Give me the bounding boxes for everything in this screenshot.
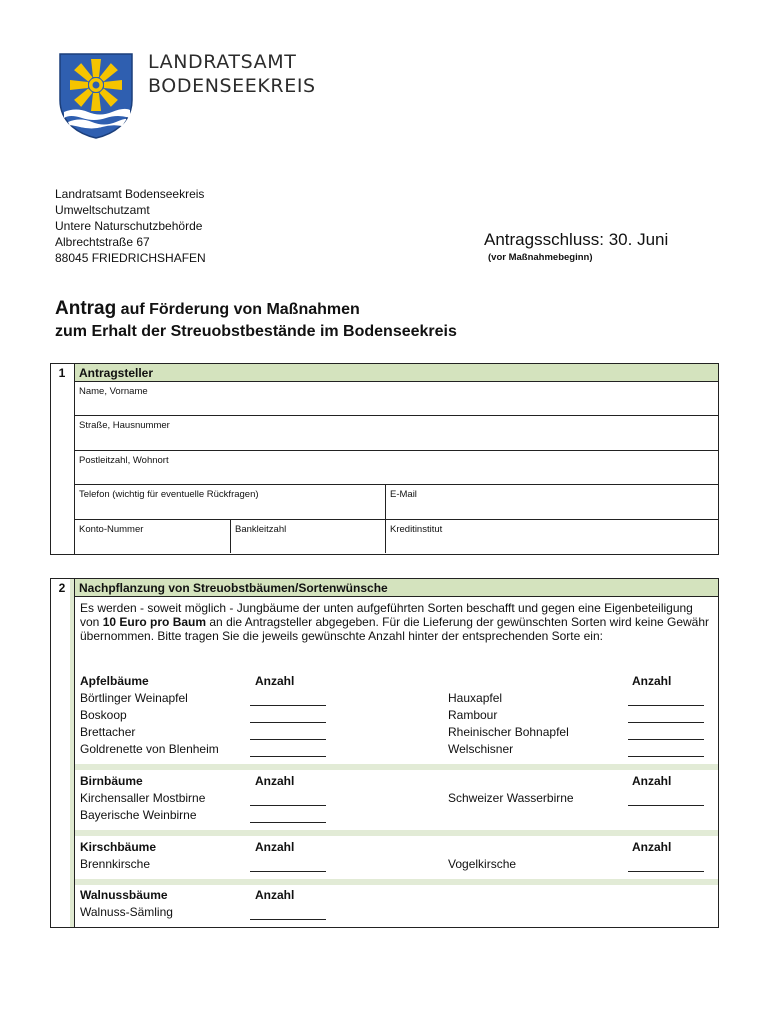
bank-institute-field[interactable] <box>385 520 718 553</box>
contact-row <box>75 485 718 520</box>
quantity-input[interactable] <box>250 722 326 723</box>
variety-label: Schweizer Wasserbirne <box>448 791 574 805</box>
group-separator <box>75 879 718 885</box>
field-label: Kreditinstitut <box>390 524 443 535</box>
quantity-header: Anzahl <box>632 774 672 788</box>
section-number: 2 <box>58 581 66 595</box>
quantity-header: Anzahl <box>255 774 295 788</box>
address-line: 88045 FRIEDRICHSHAFEN <box>55 251 206 265</box>
quantity-input[interactable] <box>628 805 704 806</box>
city-field[interactable] <box>75 451 718 485</box>
quantity-input[interactable] <box>250 919 326 920</box>
group-title-pear: Birnbäume <box>80 774 143 788</box>
org-name-line2: BODENSEEKREIS <box>148 75 316 97</box>
field-label: Name, Vorname <box>79 386 148 397</box>
section-heading: Antragsteller <box>75 364 718 382</box>
street-field[interactable] <box>75 416 718 451</box>
bank-row <box>75 520 718 553</box>
quantity-input[interactable] <box>250 705 326 706</box>
form-title-keyword: Antrag <box>55 298 117 319</box>
district-crest-logo <box>58 52 134 140</box>
phone-field[interactable] <box>75 485 385 519</box>
variety-label: Kirchensaller Mostbirne <box>80 791 206 805</box>
variety-label: Brettacher <box>80 725 136 739</box>
group-title-walnut: Walnussbäume <box>80 888 168 902</box>
quantity-input[interactable] <box>628 705 704 706</box>
quantity-input[interactable] <box>628 756 704 757</box>
variety-label: Vogelkirsche <box>448 857 517 871</box>
quantity-header: Anzahl <box>255 888 295 902</box>
deadline-note: (vor Maßnahmebeginn) <box>488 252 593 263</box>
quantity-input[interactable] <box>250 805 326 806</box>
field-label: Postleitzahl, Wohnort <box>79 455 169 466</box>
field-label: Konto-Nummer <box>79 524 144 535</box>
quantity-input[interactable] <box>250 756 326 757</box>
field-label: Telefon (wichtig für eventuelle Rückfragen) <box>79 489 259 500</box>
quantity-header: Anzahl <box>255 840 295 854</box>
quantity-input[interactable] <box>628 871 704 872</box>
variety-label: Bayerische Weinbirne <box>80 808 197 822</box>
address-line: Landratsamt Bodenseekreis <box>55 187 205 201</box>
section-number: 1 <box>58 366 66 380</box>
variety-label: Brennkirsche <box>80 857 151 871</box>
application-deadline: Antragsschluss: 30. Juni <box>484 230 669 249</box>
variety-label: Hauxapfel <box>448 691 503 705</box>
quantity-header: Anzahl <box>632 674 672 688</box>
section-intro-text <box>80 601 710 643</box>
variety-label: Walnuss-Sämling <box>80 905 173 919</box>
tree-request-section <box>50 578 719 928</box>
email-field[interactable] <box>385 485 718 519</box>
variety-label: Welschisner <box>448 742 514 756</box>
variety-label: Börtlinger Weinapfel <box>80 691 188 705</box>
section-number-column <box>51 364 75 554</box>
address-line: Untere Naturschutzbehörde <box>55 219 203 233</box>
variety-label: Rambour <box>448 708 498 722</box>
applicant-section <box>50 363 719 555</box>
address-line: Umweltschutzamt <box>55 203 150 217</box>
quantity-input[interactable] <box>250 739 326 740</box>
quantity-header: Anzahl <box>255 674 295 688</box>
intro-text: Es werden - soweit möglich - Jungbäume der unten aufgeführten Sorten beschafft und gegen eine Eigenbeteiligung von <box>80 601 693 629</box>
quantity-input[interactable] <box>628 739 704 740</box>
form-subtitle: zum Erhalt der Streuobstbestände im Bodenseekreis <box>55 323 457 340</box>
bank-code-field[interactable] <box>230 520 385 553</box>
group-separator <box>75 830 718 836</box>
account-number-field[interactable] <box>75 520 230 553</box>
group-separator <box>75 764 718 770</box>
quantity-input[interactable] <box>250 822 326 823</box>
org-name-line1: LANDRATSAMT <box>148 51 297 73</box>
name-field[interactable] <box>75 382 718 416</box>
group-title-cherry: Kirschbäume <box>80 840 157 854</box>
intro-price: 10 Euro pro Baum <box>102 615 207 629</box>
group-title-apple: Apfelbäume <box>80 674 149 688</box>
variety-label: Goldrenette von Blenheim <box>80 742 219 756</box>
field-label: Bankleitzahl <box>235 524 287 535</box>
section-number-column <box>51 579 75 927</box>
variety-label: Boskoop <box>80 708 127 722</box>
intro-text: an die Antragsteller abgegeben. Für die Lieferung der gewünschten Sorten wird keine Gewähr übernommen. Bitte tragen Sie die jeweils gewünschte Anzahl hinter der entsprechenden Sorte ein: <box>80 615 710 643</box>
form-title-rest: auf Förderung von Maßnahmen <box>116 301 360 318</box>
field-label: Straße, Hausnummer <box>79 420 170 431</box>
variety-label: Rheinischer Bohnapfel <box>448 725 569 739</box>
quantity-header: Anzahl <box>632 840 672 854</box>
field-label: E-Mail <box>390 489 417 500</box>
address-line: Albrechtstraße 67 <box>55 235 150 249</box>
section-heading: Nachpflanzung von Streuobstbäumen/Sortenwünsche <box>75 579 718 597</box>
form-title <box>55 298 360 320</box>
quantity-input[interactable] <box>628 722 704 723</box>
quantity-input[interactable] <box>250 871 326 872</box>
